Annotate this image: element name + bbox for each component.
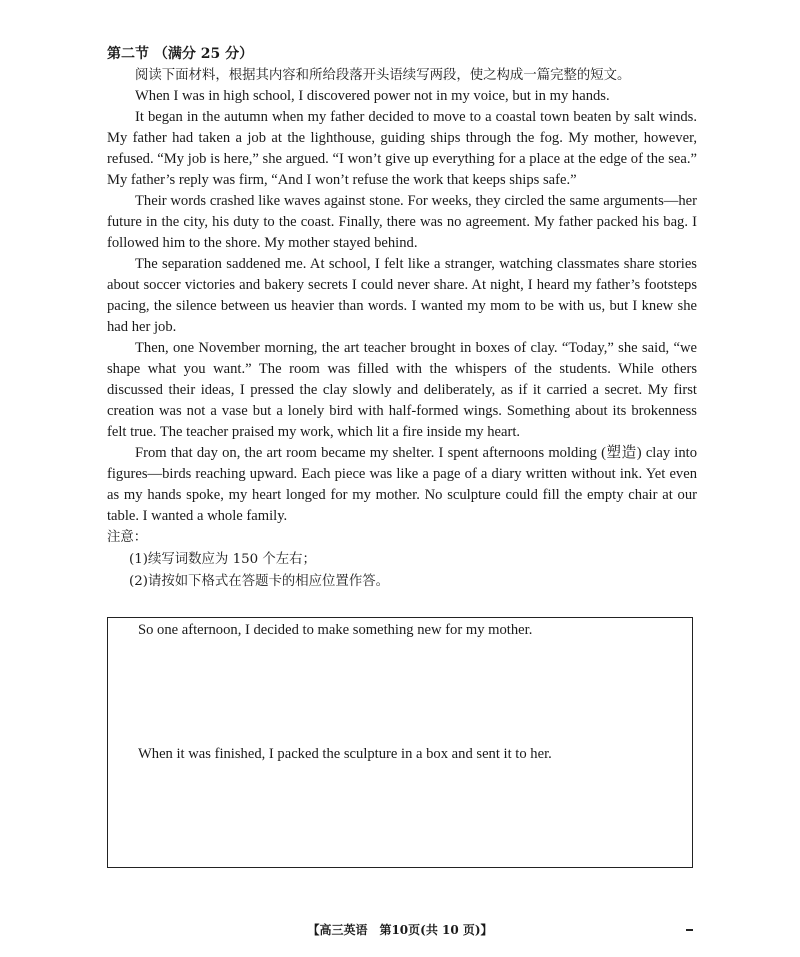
- exam-page: [107, 44, 697, 593]
- instructions: 阅读下面材料，根据其内容和所给段落开头语续写两段，使之构成一篇完整的短文。: [135, 68, 631, 83]
- passage-paragraph: Their words crashed like waves against stone. For weeks, they circled the same arguments—her future in the city, his duty to the coast. Finally, there was no agreement. My father packed his bag. I followed him to the shore. My mother stayed behind.: [107, 193, 697, 251]
- passage-paragraph: When I was in high school, I discovered power not in my voice, but in my hands.: [135, 88, 610, 104]
- section-title: 第二节 （满分 25 分）: [107, 46, 254, 62]
- passage-paragraph: It began in the autumn when my father decided to move to a coastal town beaten by salt winds. My father had taken a job at the lighthouse, guiding ships through the fog. My mother, however, refused. “My job is here,” she argued. “I won’t give up everything for a place at the edge of the sea.” My father’s reply was firm, “And I won’t refuse the work that keeps ships safe.”: [107, 109, 697, 188]
- notes-heading: 注意：: [107, 530, 148, 545]
- corner-mark: [686, 929, 693, 931]
- answer-box[interactable]: [107, 617, 693, 868]
- answer-opening-1: So one afternoon, I decided to make something new for my mother.: [138, 622, 533, 638]
- page-footer: 【高三英语 第10页(共 10 页)】: [307, 923, 493, 937]
- passage-paragraph: Then, one November morning, the art teacher brought in boxes of clay. “Today,” she said, “we shape what you want.” The room was filled with the whispers of the students. While others discussed their ideas, I pressed the clay slowly and deliberately, as if it carried a secret. My first creation was not a vase but a lonely bird with half-formed wings. Something about its brokenness felt true. The teacher praised my work, which lit a fire inside my heart.: [107, 340, 697, 440]
- passage-paragraph: The separation saddened me. At school, I felt like a stranger, watching classmates share stories about soccer victories and bakery secrets I could never share. At night, I heard my father’s footsteps pacing, the silence between us heavier than words. I wanted my mom to be with us, but I knew she had her job.: [107, 256, 697, 335]
- answer-opening-2: When it was finished, I packed the sculpture in a box and sent it to her.: [138, 746, 552, 762]
- passage-paragraph: From that day on, the art room became my shelter. I spent afternoons molding (塑造) clay into figures—birds reaching upward. Each piece was like a page of a diary written without ink. Yet even as my hands spoke, my heart longed for my mother. No sculpture could fill the empty chair at our table. I wanted a whole family.: [107, 445, 697, 524]
- note-item: (2)请按如下格式在答题卡的相应位置作答。: [129, 574, 389, 589]
- note-item: (1)续写词数应为 150 个左右；: [129, 552, 316, 567]
